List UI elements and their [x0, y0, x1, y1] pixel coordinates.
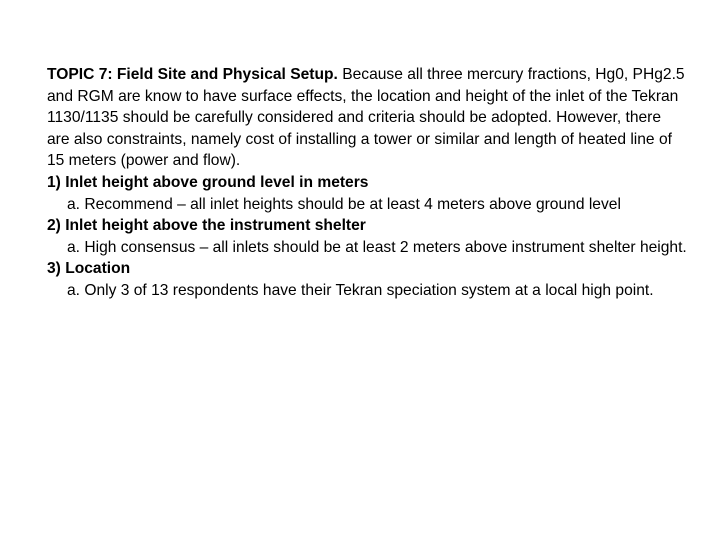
item-3-heading: 3) Location — [47, 260, 131, 278]
item-2-heading: 2) Inlet height above the instrument shelter — [47, 217, 366, 235]
item-1-sub: a. Recommend – all inlet heights should be at least 4 meters above ground level — [67, 195, 621, 213]
slide-content — [47, 64, 687, 302]
item-2-sub: a. High consensus – all inlets should be at least 2 meters above instrument shelter height. — [67, 238, 687, 256]
item-1-heading: 1) Inlet height above ground level in meters — [47, 173, 369, 191]
topic-paragraph — [47, 64, 687, 172]
topic-body: Because all three mercury fractions, Hg0, PHg2.5 and RGM are know to have surface effects, the location and height of the inlet of the Tekran 1130/1135 should be carefully considered and criteria should be adopted. However, there are also constraints, namely cost of installing a tower or similar and length of heated line of 15 meters (power and flow). — [47, 66, 685, 170]
item-3-sub: a. Only 3 of 13 respondents have their Tekran speciation system at a local high point. — [67, 281, 654, 299]
topic-heading: TOPIC 7: Field Site and Physical Setup. — [47, 66, 338, 83]
